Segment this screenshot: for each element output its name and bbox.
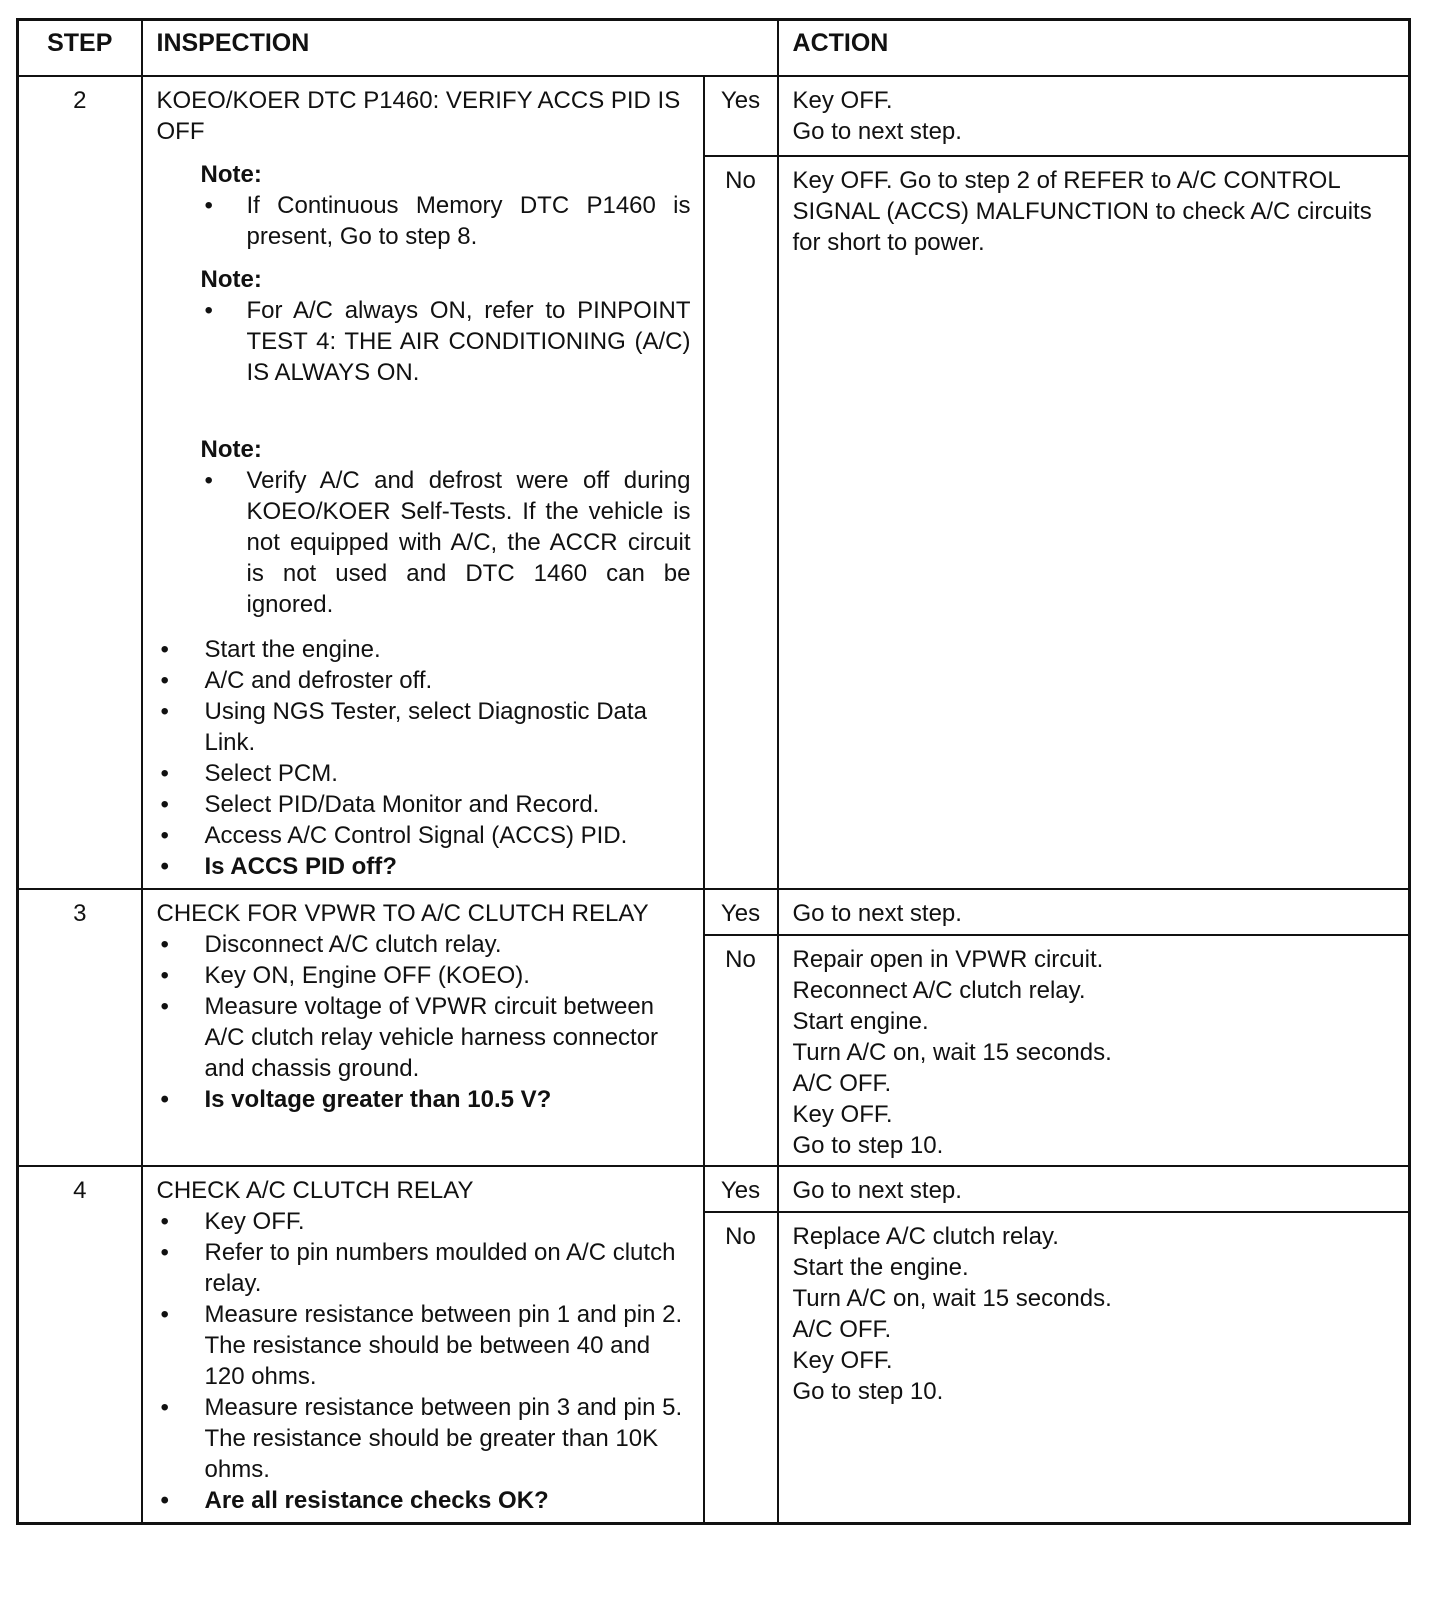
inspection-cell xyxy=(142,76,704,889)
action-line: Go to next step. xyxy=(792,118,962,145)
inspection-header: INSPECTION xyxy=(142,20,778,77)
list-item: • Select PCM. xyxy=(157,758,691,789)
no-label: No xyxy=(704,935,778,1166)
action-line: Key OFF. xyxy=(792,1347,893,1374)
action-line: Repair open in VPWR circuit. xyxy=(792,946,1104,973)
action-line: Turn A/C on, wait 15 seconds. xyxy=(792,1285,1112,1312)
table-row xyxy=(18,76,1410,156)
step-3-group xyxy=(18,889,1410,1166)
inspection-title: CHECK A/C CLUTCH RELAY xyxy=(156,1177,474,1204)
list-item: • Key OFF. xyxy=(157,1206,691,1237)
list-item: • Disconnect A/C clutch relay. xyxy=(157,929,691,960)
action-header: ACTION xyxy=(778,20,1410,77)
table-row xyxy=(18,1166,1410,1212)
action-line: A/C OFF. xyxy=(792,1070,892,1097)
yes-label: Yes xyxy=(704,889,778,935)
question-item: • Is voltage greater than 10.5 V? xyxy=(157,1084,691,1115)
note-label: Note: xyxy=(200,436,262,463)
step-4-group xyxy=(18,1166,1410,1524)
action-line: Start engine. xyxy=(792,1008,929,1035)
header-row xyxy=(18,20,1410,77)
action-line: Reconnect A/C clutch relay. xyxy=(792,977,1086,1004)
note xyxy=(201,434,691,620)
note-text: • For A/C always ON, refer to PINPOINT TEST 4: THE AIR CONDITIONING (A/C) IS ALWAYS ON. xyxy=(201,295,691,388)
inspection-title: CHECK FOR VPWR TO A/C CLUTCH RELAY xyxy=(156,900,649,927)
no-action xyxy=(778,935,1410,1166)
yes-action xyxy=(778,1166,1410,1212)
inspection-cell xyxy=(142,1166,704,1524)
diagnostic-table xyxy=(16,18,1411,1525)
action-line: Turn A/C on, wait 15 seconds. xyxy=(792,1039,1112,1066)
action-line: Go to step 10. xyxy=(792,1132,944,1159)
yes-label: Yes xyxy=(704,76,778,156)
action-line: Go to next step. xyxy=(792,900,962,927)
procedure-list xyxy=(157,634,691,882)
question-item: • Are all resistance checks OK? xyxy=(157,1485,691,1516)
note xyxy=(201,264,691,388)
step-header: STEP xyxy=(18,20,142,77)
table-row xyxy=(18,889,1410,935)
yes-label: Yes xyxy=(704,1166,778,1212)
step-number: 2 xyxy=(18,76,142,889)
yes-action xyxy=(778,889,1410,935)
action-line: A/C OFF. xyxy=(792,1316,892,1343)
list-item: • Start the engine. xyxy=(157,634,691,665)
action-line: Go to step 10. xyxy=(792,1378,944,1405)
list-item: • A/C and defroster off. xyxy=(157,665,691,696)
list-item: • Refer to pin numbers moulded on A/C clutch relay. xyxy=(157,1237,691,1299)
list-item: • Select PID/Data Monitor and Record. xyxy=(157,789,691,820)
note xyxy=(201,159,691,252)
action-line: Replace A/C clutch relay. xyxy=(792,1223,1059,1250)
procedure-list xyxy=(157,929,691,1115)
no-label: No xyxy=(704,156,778,889)
list-item: • Access A/C Control Signal (ACCS) PID. xyxy=(157,820,691,851)
no-action xyxy=(778,1212,1410,1524)
question-item: • Is ACCS PID off? xyxy=(157,851,691,882)
inspection-cell xyxy=(142,889,704,1166)
inspection-title: KOEO/KOER DTC P1460: VERIFY ACCS PID IS OFF xyxy=(156,87,681,145)
procedure-list xyxy=(157,1206,691,1516)
action-line: Key OFF. xyxy=(792,87,893,114)
note-text: • If Continuous Memory DTC P1460 is present, Go to step 8. xyxy=(201,190,691,252)
yes-action xyxy=(778,76,1410,156)
step-number: 3 xyxy=(18,889,142,1166)
step-2-group xyxy=(18,76,1410,889)
list-item: • Measure resistance between pin 3 and pin 5. The resistance should be greater than 10K ohms. xyxy=(157,1392,691,1485)
list-item: • Key ON, Engine OFF (KOEO). xyxy=(157,960,691,991)
action-line: Key OFF. xyxy=(792,1101,893,1128)
action-line: Go to next step. xyxy=(792,1177,962,1204)
list-item: • Measure resistance between pin 1 and pin 2. The resistance should be between 40 and 120 ohms. xyxy=(157,1299,691,1392)
action-line: Start the engine. xyxy=(792,1254,969,1281)
action-line: Key OFF. Go to step 2 of REFER to A/C CONTROL SIGNAL (ACCS) MALFUNCTION to check A/C circuits for short to power. xyxy=(792,167,1372,256)
no-action xyxy=(778,156,1410,889)
list-item: • Using NGS Tester, select Diagnostic Data Link. xyxy=(157,696,691,758)
note-label: Note: xyxy=(200,266,262,293)
list-item: • Measure voltage of VPWR circuit between A/C clutch relay vehicle harness connector and chassis ground. xyxy=(157,991,691,1084)
no-label: No xyxy=(704,1212,778,1524)
note-label: Note: xyxy=(200,161,262,188)
step-number: 4 xyxy=(18,1166,142,1524)
note-text: • Verify A/C and defrost were off during KOEO/KOER Self-Tests. If the vehicle is not equipped with A/C, the ACCR circuit is not used and DTC 1460 can be ignored. xyxy=(201,465,691,620)
